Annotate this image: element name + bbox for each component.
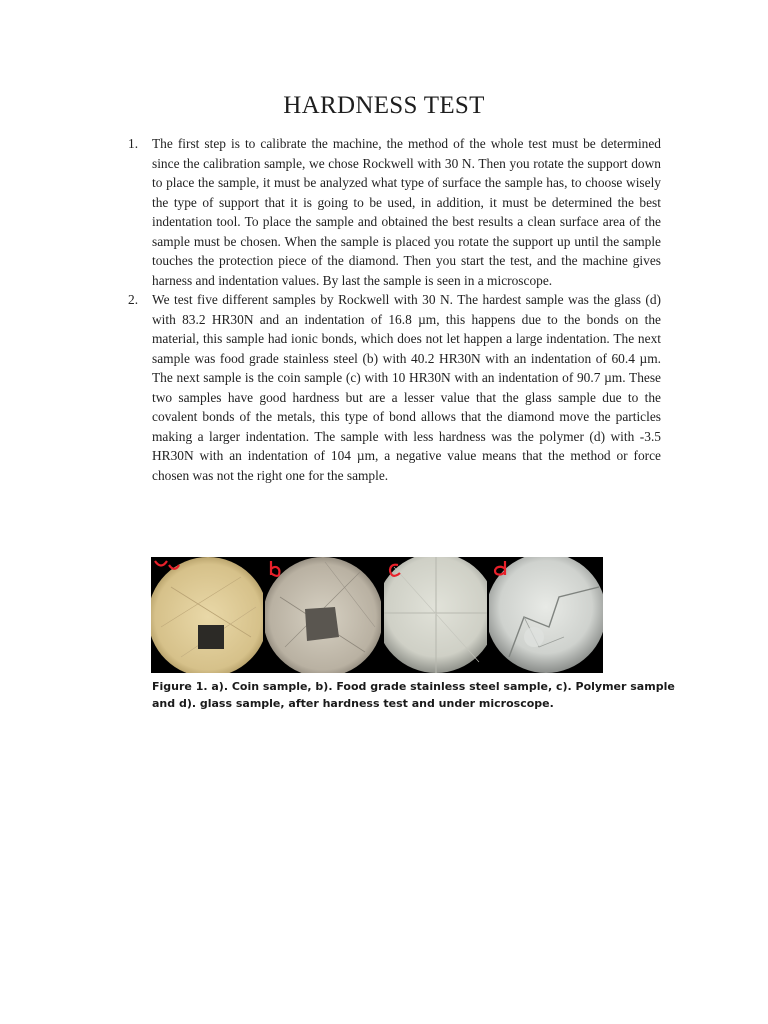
micrograph-panel-d bbox=[489, 557, 603, 673]
list-item-text: We test five different samples by Rockwell with 30 N. The hardest sample was the glass (d) with 83.2 HR30N and an indentation of 16.8 µm, this happens due to the bonds on the material, this sample had ionic bonds, which does not let happen a large indentation. The next sample was food grade stainless steel (b) with 40.2 HR30N with an indentation of 60.4 µm. The next sample is the coin sample (c) with 10 HR30N with an indentation of 90.7 µm. These two samples have good hardness but are a lesser value that the glass sample due to the covalent bonds of the metals, this type of bond allows that the diamond move the particles making a larger indentation. The sample with less hardness was the polymer (d) with -3.5 HR30N with an indentation of 104 µm, a negative value means that the method or force chosen was not the right one for the sample. bbox=[152, 292, 661, 483]
list-item bbox=[128, 290, 661, 485]
list-item-number: 1. bbox=[128, 136, 139, 151]
numbered-list bbox=[128, 134, 661, 485]
list-item bbox=[128, 134, 661, 290]
micrograph-panel-c bbox=[384, 557, 487, 673]
list-item-number: 2. bbox=[128, 292, 139, 307]
figure-caption: Figure 1. a). Coin sample, b). Food grade stainless steel sample, c). Polymer sample and d). glass sample, after hardness test and under microscope. bbox=[152, 680, 675, 710]
list-item-text: The first step is to calibrate the machine, the method of the whole test must be determined since the calibration sample, we chose Rockwell with 30 N. Then you rotate the support down to place the sample, it must be analyzed what type of surface the sample has, to choose wisely the type of support that it is going to be used, in addition, it must be determined the best indentation tool. To place the sample and obtained the best results a clean surface area of the sample must be chosen. When the sample is placed you rotate the support up until the sample touches the protection piece of the diamond. Then you start the test, and the machine gives harness and indentation values. By last the sample is seen in a microscope. bbox=[152, 136, 661, 288]
figure-micrographs bbox=[151, 557, 603, 673]
micrograph-panel-a bbox=[151, 557, 263, 673]
micrograph-panel-b bbox=[265, 557, 381, 673]
document-title: HARDNESS TEST bbox=[283, 92, 485, 119]
